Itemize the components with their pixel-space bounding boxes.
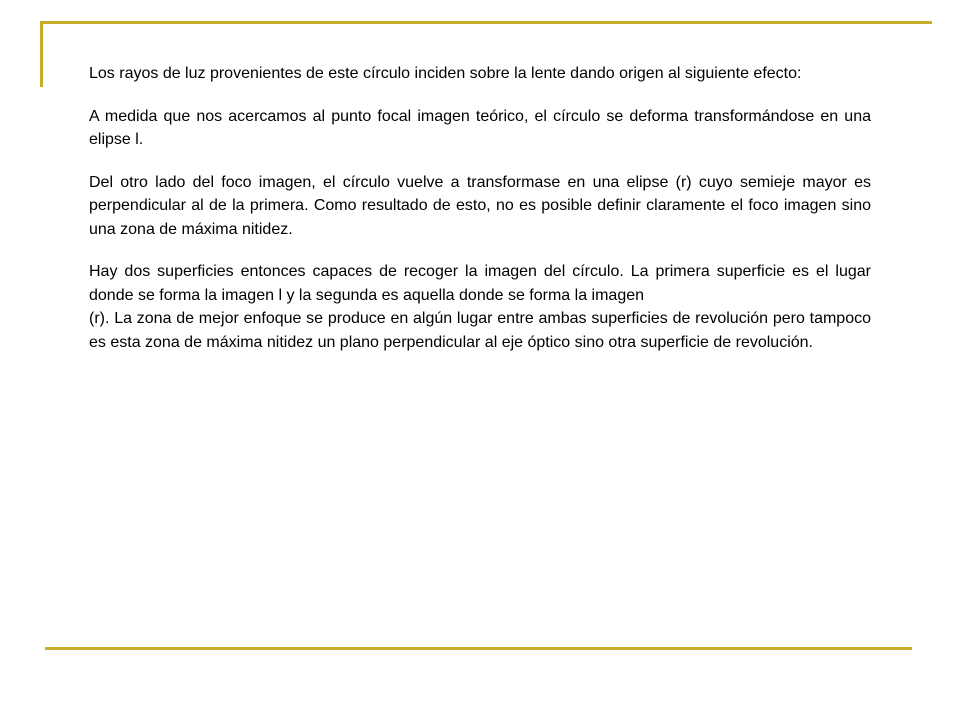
top-accent-rule [40,21,932,24]
paragraph-1: Los rayos de luz provenientes de este círculo inciden sobre la lente dando origen al siguiente efecto: [89,65,802,82]
paragraph-4: Hay dos superficies entonces capaces de recoger la imagen del círculo. La primera superficie es el lugar donde se forma la imagen l y la segunda es aquella donde se forma la imagen [89,263,871,304]
paragraph-2: A medida que nos acercamos al punto focal imagen teórico, el círculo se deforma transformándose en una elipse l. [89,107,871,148]
paragraph-3: Del otro lado del foco imagen, el círculo vuelve a transformase en una elipse (r) cuyo semieje mayor es perpendicular al de la primera. Como resultado de esto, no es posible definir claramente el foco imagen sino una zona de máxima nitidez. [89,173,871,238]
bottom-accent-rule [45,647,912,650]
left-accent-rule [40,21,43,87]
paragraph-5: (r). La zona de mejor enfoque se produce en algún lugar entre ambas superficies de revolución pero tampoco es esta zona de máxima nitidez un plano perpendicular al eje óptico sino otra superficie de revolución. [89,310,871,351]
slide-body-text [89,62,871,354]
